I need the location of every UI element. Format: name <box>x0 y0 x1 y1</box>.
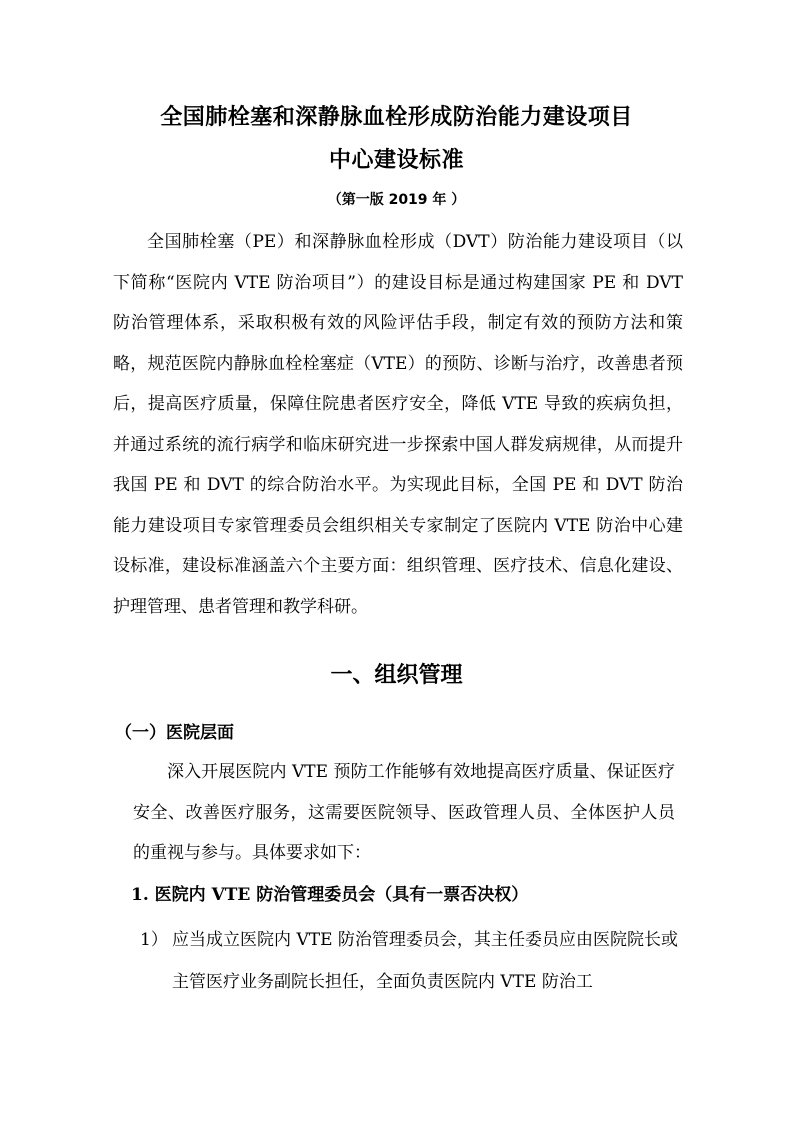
subsection-paragraph: 深入开展医院内 VTE 预防工作能够有效地提高医疗质量、保证医疗安全、改善医疗服务，这需要医院领导、医政管理人员、全体医护人员的重视与参与。具体要求如下： <box>133 762 675 863</box>
item-heading-committee: 1. 医院内 VTE 防治管理委员会（具有一票否决权） <box>131 885 529 905</box>
list-item-number: 1） <box>140 930 168 950</box>
edition-label: （第一版 2019 年 ） <box>327 192 466 208</box>
section-title-organization: 一、组织管理 <box>330 663 463 688</box>
document-title-line2: 中心建设标准 <box>328 148 464 173</box>
subsection-title-hospital-level: （一）医院层面 <box>115 723 234 743</box>
list-item <box>140 919 678 1003</box>
intro-paragraph: 全国肺栓塞（PE）和深静脉血栓形成（DVT）防治能力建设项目（以下简称“医院内 VTE 防治项目”）的建设目标是通过构建国家 PE 和 DVT 防治管理体系，采取积极有效的风险评估手段，制定有效的预防方法和策略，规范医院内静脉血栓栓塞症（VTE）的预防、诊断与治疗，改善患者预后，提高医疗质量，保障住院患者医疗安全，降低 VTE 导致的疾病负担，并通过系统的流行病学和临床研究进一步探索中国人群发病规律，从而提升我国 PE 和 DVT 的综合防治水平。为实现此目标，全国 PE 和 DVT 防治能力建设项目专家管理委员会组织相关专家制定了医院内 VTE 防治中心建设标准，建设标准涵盖六个主要方面：组织管理、医疗技术、信息化建设、护理管理、患者管理和教学科研。 <box>113 232 683 617</box>
list-item-text: 应当成立医院内 VTE 防治管理委员会，其主任委员应由医院院长或主管医疗业务副院长担任，全面负责医院内 VTE 防治工 <box>172 930 678 992</box>
document-title-line1: 全国肺栓塞和深静脉血栓形成防治能力建设项目 <box>160 105 633 130</box>
